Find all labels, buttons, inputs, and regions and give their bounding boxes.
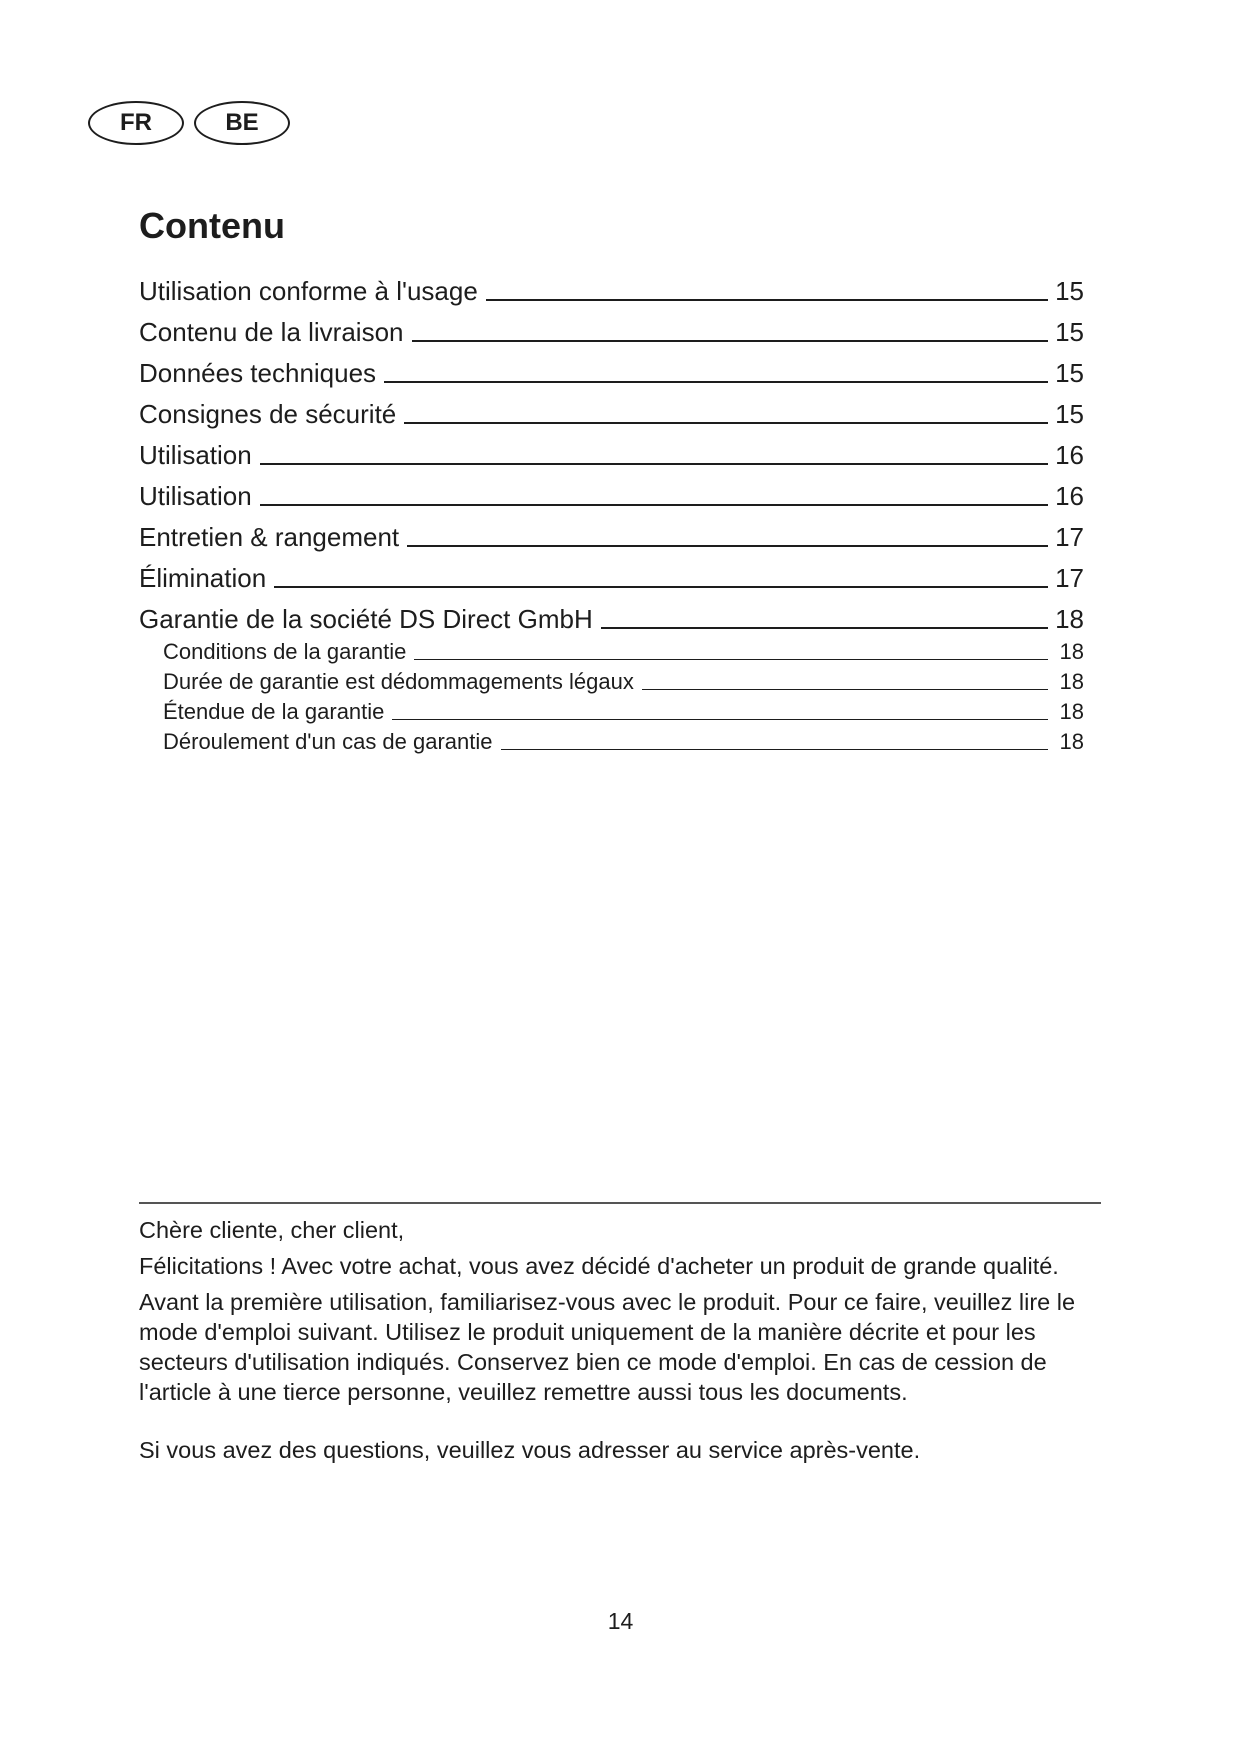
toc-subentry-label: Étendue de la garantie — [163, 699, 385, 724]
toc-leader-line — [642, 689, 1048, 690]
toc-leader-line — [404, 422, 1048, 424]
toc-entry-page: 15 — [1055, 276, 1084, 306]
toc-entry-label: Utilisation — [139, 440, 252, 470]
toc-entry-label: Élimination — [139, 563, 267, 593]
toc-leader-line — [601, 627, 1048, 629]
country-badge-be: BE — [194, 101, 290, 145]
toc-entry-label: Utilisation conforme à l'usage — [139, 276, 478, 306]
toc-subentry-page: 18 — [1059, 669, 1084, 694]
section-divider — [139, 1202, 1101, 1204]
toc-entry-page: 17 — [1055, 522, 1084, 552]
intro-instructions: Avant la première utilisation, familiarisez-vous avec le produit. Pour ce faire, veuillez lire le mode d'emploi suivant. Utilisez le produit uniquement de la manière décrite et pour les secteurs d'utilisation indiqués. Conservez bien ce mode d'emploi. En cas de cession de l'article à une tierce personne, veuillez remettre aussi tous les documents. — [139, 1289, 1076, 1405]
toc-leader-line — [392, 719, 1048, 720]
intro-text — [139, 1215, 1084, 1471]
toc-entry[interactable] — [139, 594, 1084, 635]
country-badges — [88, 101, 290, 145]
toc-title: Contenu — [139, 205, 285, 246]
toc-entry-label: Données techniques — [139, 358, 377, 388]
toc-entry[interactable] — [139, 307, 1084, 348]
toc-entry-page: 15 — [1055, 358, 1084, 388]
toc-leader-line — [501, 749, 1048, 750]
toc-entry[interactable] — [139, 389, 1084, 430]
country-badge-fr: FR — [88, 101, 184, 145]
toc-entry-page: 16 — [1055, 481, 1084, 511]
toc-leader-line — [274, 586, 1048, 588]
toc-subentry-label: Conditions de la garantie — [163, 639, 407, 664]
toc-subentry-page: 18 — [1059, 699, 1084, 724]
toc-leader-line — [260, 504, 1048, 506]
table-of-contents — [139, 266, 1084, 755]
toc-subentry-label: Durée de garantie est dédommagements légaux — [163, 669, 634, 694]
toc-entry[interactable] — [139, 266, 1084, 307]
toc-subentry-label: Déroulement d'un cas de garantie — [163, 729, 493, 754]
toc-entry-label: Consignes de sécurité — [139, 399, 397, 429]
toc-subentry[interactable] — [139, 665, 1084, 695]
toc-entry[interactable] — [139, 471, 1084, 512]
toc-leader-line — [407, 545, 1048, 547]
toc-entry-label: Garantie de la société DS Direct GmbH — [139, 604, 593, 634]
toc-leader-line — [384, 381, 1048, 383]
page-number: 14 — [607, 1608, 634, 1634]
toc-leader-line — [486, 299, 1048, 301]
toc-subentry[interactable] — [139, 635, 1084, 665]
toc-leader-line — [412, 340, 1049, 342]
toc-entry[interactable] — [139, 512, 1084, 553]
toc-entry-page: 15 — [1055, 317, 1084, 347]
toc-entry[interactable] — [139, 348, 1084, 389]
toc-leader-line — [414, 659, 1048, 660]
toc-entry[interactable] — [139, 430, 1084, 471]
toc-subentry[interactable] — [139, 725, 1084, 755]
toc-subentry[interactable] — [139, 695, 1084, 725]
toc-entry-label: Entretien & rangement — [139, 522, 400, 552]
toc-entry-label: Utilisation — [139, 481, 252, 511]
toc-subentry-page: 18 — [1059, 639, 1084, 664]
toc-entry-label: Contenu de la livraison — [139, 317, 404, 347]
toc-entry-page: 16 — [1055, 440, 1084, 470]
toc-entry-page: 15 — [1055, 399, 1084, 429]
toc-subentry-page: 18 — [1059, 729, 1084, 754]
toc-entry[interactable] — [139, 553, 1084, 594]
toc-entry-page: 17 — [1055, 563, 1084, 593]
intro-greeting: Chère cliente, cher client, — [139, 1217, 405, 1243]
intro-congrats: Félicitations ! Avec votre achat, vous avez décidé d'acheter un produit de grande qualité. — [139, 1253, 1059, 1279]
toc-leader-line — [260, 463, 1048, 465]
toc-entry-page: 18 — [1055, 604, 1084, 634]
intro-questions: Si vous avez des questions, veuillez vous adresser au service après-vente. — [139, 1437, 921, 1463]
